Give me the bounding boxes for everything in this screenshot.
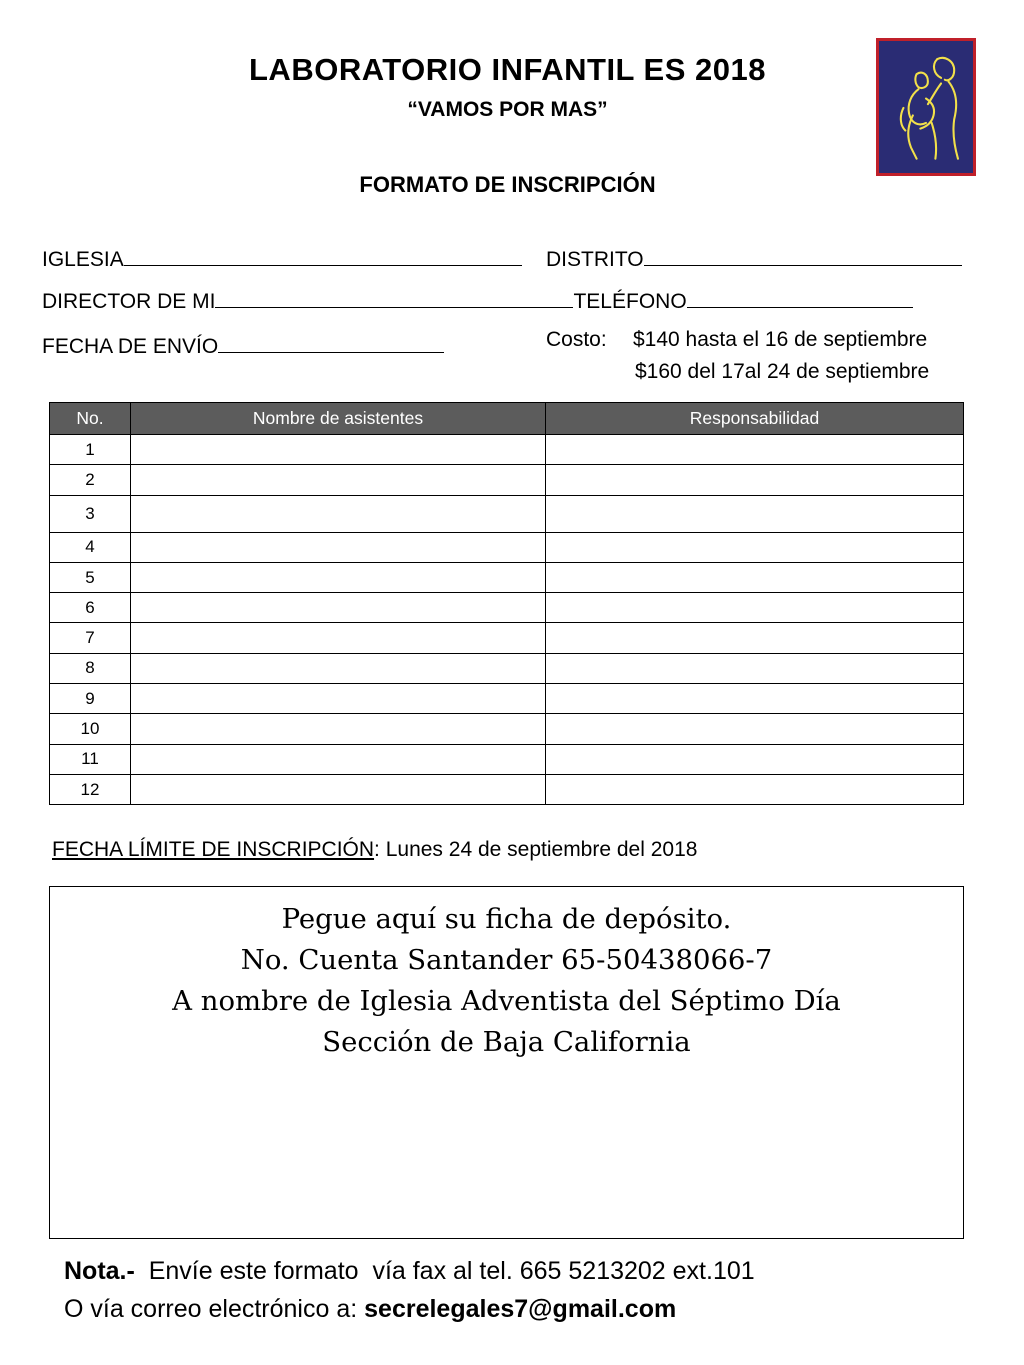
attendees-table [49,402,964,805]
fecha-envio-blank-line [218,350,444,353]
page-title: LABORATORIO INFANTIL ES 2018 [249,52,766,87]
role-cell[interactable] [546,435,964,465]
name-cell[interactable] [131,593,546,623]
note-label: Nota.- [64,1257,135,1285]
name-cell[interactable] [131,653,546,683]
cost-line-1: $140 hasta el 16 de septiembre [633,328,928,351]
note-fax-text: Envíe este formato vía fax al tel. 665 5213202 ext.101 [134,1257,755,1285]
table-row [50,495,964,532]
deadline-value: : Lunes 24 de septiembre del 2018 [374,838,698,861]
role-cell[interactable] [546,744,964,774]
table-row [50,593,964,623]
name-cell[interactable] [131,623,546,653]
role-cell[interactable] [546,774,964,804]
telefono-blank-line [687,305,913,308]
name-cell[interactable] [131,684,546,714]
table-row [50,435,964,465]
deadline [52,838,697,862]
header-no: No. [50,403,131,435]
fecha-envio-label: FECHA DE ENVÍO [42,335,219,358]
role-cell[interactable] [546,684,964,714]
row-number: 8 [50,653,131,683]
row-number: 1 [50,435,131,465]
name-cell[interactable] [131,435,546,465]
deposit-section: Sección de Baja California [322,1026,691,1058]
iglesia-field[interactable] [42,248,522,272]
director-blank-line [215,305,573,308]
name-cell[interactable] [131,495,546,532]
distrito-blank-line [644,263,962,266]
role-cell[interactable] [546,562,964,592]
header-nombre: Nombre de asistentes [131,403,546,435]
row-number: 3 [50,495,131,532]
deposit-account-holder: A nombre de Iglesia Adventista del Séptimo Día [172,985,841,1017]
table-row [50,744,964,774]
row-number: 12 [50,774,131,804]
deadline-label: FECHA LÍMITE DE INSCRIPCIÓN [52,838,375,861]
director-label: DIRECTOR DE MI [42,290,216,313]
note [64,1252,755,1328]
role-cell[interactable] [546,465,964,495]
name-cell[interactable] [131,714,546,744]
table-row [50,653,964,683]
note-email-prefix: O vía correo electrónico a: [64,1295,365,1323]
table-row [50,562,964,592]
row-number: 5 [50,562,131,592]
page-subtitle: “VAMOS POR MAS” [407,98,608,121]
note-line-1 [64,1252,755,1290]
note-line-2 [64,1290,755,1328]
distrito-field[interactable] [546,248,962,272]
deposit-box [49,886,964,1239]
adult-holding-child-logo-icon [876,38,976,176]
role-cell[interactable] [546,593,964,623]
table-row [50,714,964,744]
deposit-line-1: Pegue aquí su ficha de depósito. [281,903,732,935]
name-cell[interactable] [131,744,546,774]
logo-figure-icon [879,41,973,173]
fecha-envio-field[interactable] [42,335,444,359]
table-header-row [50,403,964,435]
row-number: 9 [50,684,131,714]
director-field[interactable] [42,290,913,314]
name-cell[interactable] [131,774,546,804]
cost-label: Costo: [546,328,607,351]
role-cell[interactable] [546,532,964,562]
role-cell[interactable] [546,653,964,683]
deposit-account: No. Cuenta Santander 65-50438066-7 [240,944,773,976]
row-number: 6 [50,593,131,623]
role-cell[interactable] [546,714,964,744]
telefono-label: TELÉFONO [573,290,687,313]
name-cell[interactable] [131,562,546,592]
iglesia-label: IGLESIA [42,248,124,271]
distrito-label: DISTRITO [546,248,644,271]
form-title: FORMATO DE INSCRIPCIÓN [359,172,656,197]
header-responsabilidad: Responsabilidad [546,403,964,435]
note-email-link[interactable]: secrelegales7@gmail.com [364,1295,677,1323]
row-number: 2 [50,465,131,495]
row-number: 11 [50,744,131,774]
table-row [50,623,964,653]
iglesia-blank-line [124,263,522,266]
role-cell[interactable] [546,623,964,653]
table-row [50,684,964,714]
role-cell[interactable] [546,495,964,532]
row-number: 7 [50,623,131,653]
table-row [50,532,964,562]
row-number: 4 [50,532,131,562]
table-row [50,465,964,495]
cost-line-2: $160 del 17al 24 de septiembre [635,360,930,383]
name-cell[interactable] [131,465,546,495]
table-row [50,774,964,804]
row-number: 10 [50,714,131,744]
name-cell[interactable] [131,532,546,562]
